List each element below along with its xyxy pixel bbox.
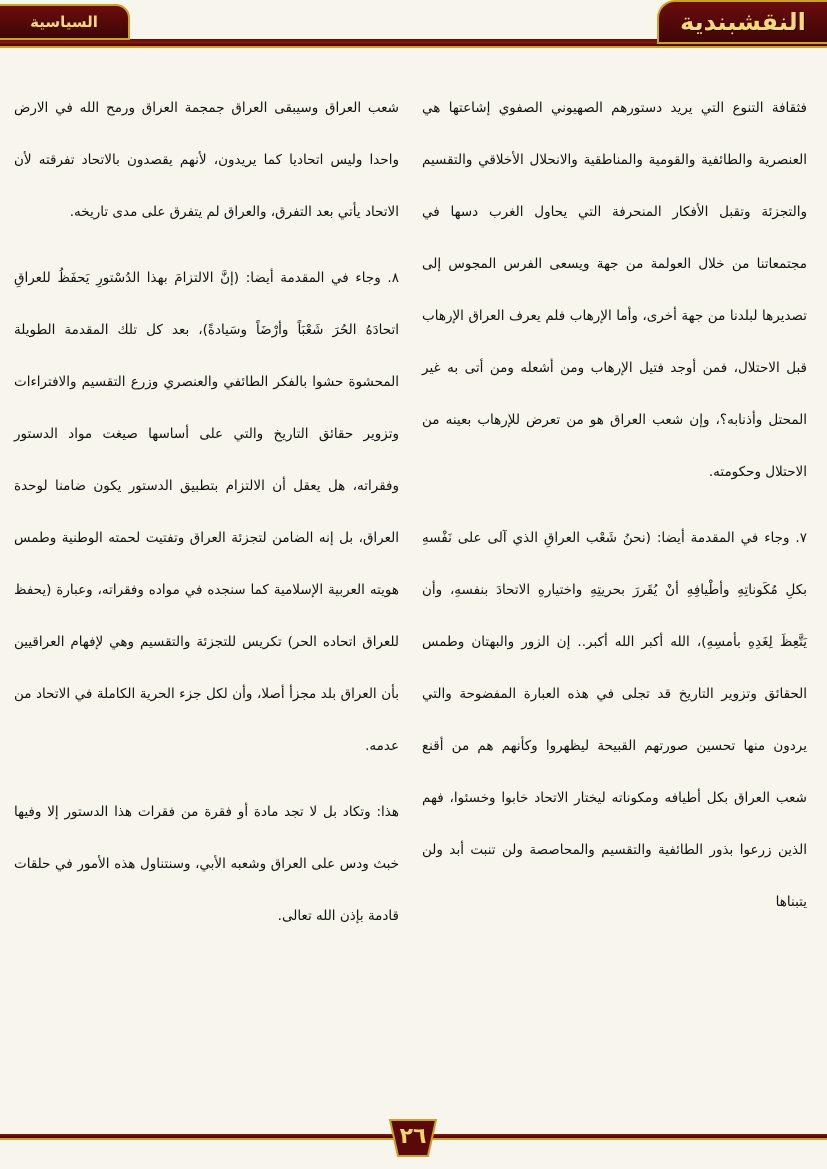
page-number: ٢٦ — [399, 1124, 427, 1149]
paragraph: فثقافة التنوع التي يريد دستورهم الصهيوني الصفوي إشاعتها هي العنصرية والطائفية والقومية والمناطقية والانحلال الأخلاقي والتقسيم والتجزئة وتقبل الأفكار المنحرفة التي يحاول الغرب دسها في مجتمعاتنا من خلال العولمة من جهة ويسعى الفرس المجوس إلى تصديرها لبلدنا من جهة أخرى، وأما الإرهاب فلم يعرف العراق الإرهاب قبل الاحتلال، فمن أوجد فتيل الإرهاب ومن أشعله ومن أتى به غير المحتل وأذنابه؟، وإن شعب العراق هو من تعرض للإرهاب بعينه من الاحتلال وحكومته. — [422, 100, 807, 480]
paragraph: ٧. وجاء في المقدمة أيضا: (نحنُ شَعْب العراقِ الذي آلى على نَفْسهِ بكلِ مُكَوناتِهِ وأطْيافِهِ أنْ يُقَررَ بحريتِهِ واختيارهِ الاتحادَ بنفسهِ، وأن يَتَّعِظَ لِغَدِهِ بأمسِهِ)، الله أكبر الله أكبر.. إن الزور والبهتان وطمس الحقائق وتزوير التاريخ قد تجلى في هذه العبارة المفضوحة والتي يردون منها تحسين صورتهم القبيحة ليظهروا وكأنهم هم من أقنع شعب العراق بكل أطيافه ومكوناته ليختار الاتحاد خابوا وخسئوا، فهم الذين زرعوا بذور الطائفية والتقسيم والمحاصصة ولن تنبت أبد ولن يتبناها — [422, 530, 807, 910]
section-label: السياسية — [30, 13, 98, 31]
page-number-badge — [384, 1118, 442, 1158]
page-header — [0, 0, 827, 56]
magazine-logo-tab — [657, 0, 827, 44]
magazine-name: النقشبندية — [680, 8, 806, 36]
article-column-left — [14, 82, 399, 942]
article-column-right — [422, 82, 807, 928]
paragraph: شعب العراق وسيبقى العراق جمجمة العراق ورمح الله في الارض واحدا وليس اتحاديا كما يريدون، لأنهم يقصدون بالاتحاد تفرقته لأن الاتحاد يأتي بعد التفرق، والعراق لم يتفرق على مدى تاريخه. — [14, 100, 399, 220]
header-gold-rule — [0, 46, 827, 48]
paragraph: ٨. وجاء في المقدمة أيضا: (إنَّ الالتزامَ بهذا الدُسْتورِ يَحفَظُ للعراقِ اتحادَهُ الحُرَ شَعْبَاً وأرْضَاً وسَيادةً)، بعد كل تلك المقدمة الطويلة المحشوة حشوا بالفكر الطائفي والعنصري وزرع التقسيم والافتراءات وتزوير حقائق التاريخ والتي على أساسها صيغت مواد الدستور وفقراته، هل يعقل أن الالتزام بتطبيق الدستور يكون ضامنا لوحدة العراق، بل إنه الضامن لتجزئة العراق وتفتيت لحمته الوطنية وطمس هويته العربية الإسلامية كما سنجده في مواده وفقراته، وعبارة (يحفظ للعراق اتحاده الحر) تكريس للتجزئة والتقسيم وهي لإفهام العراقيين بأن العراق بلد مجزأ أصلا، وأن لكل جزء الحرية الكاملة في الاتحاد من عدمه. — [14, 270, 399, 754]
section-tab — [0, 4, 130, 40]
paragraph: هذا: وتكاد بل لا تجد مادة أو فقرة من فقرات هذا الدستور إلا وفيها خبث ودس على العراق وشعبه الأبي، وسنتناول هذه الأمور في حلقات قادمة بإذن الله تعالى. — [14, 804, 399, 924]
